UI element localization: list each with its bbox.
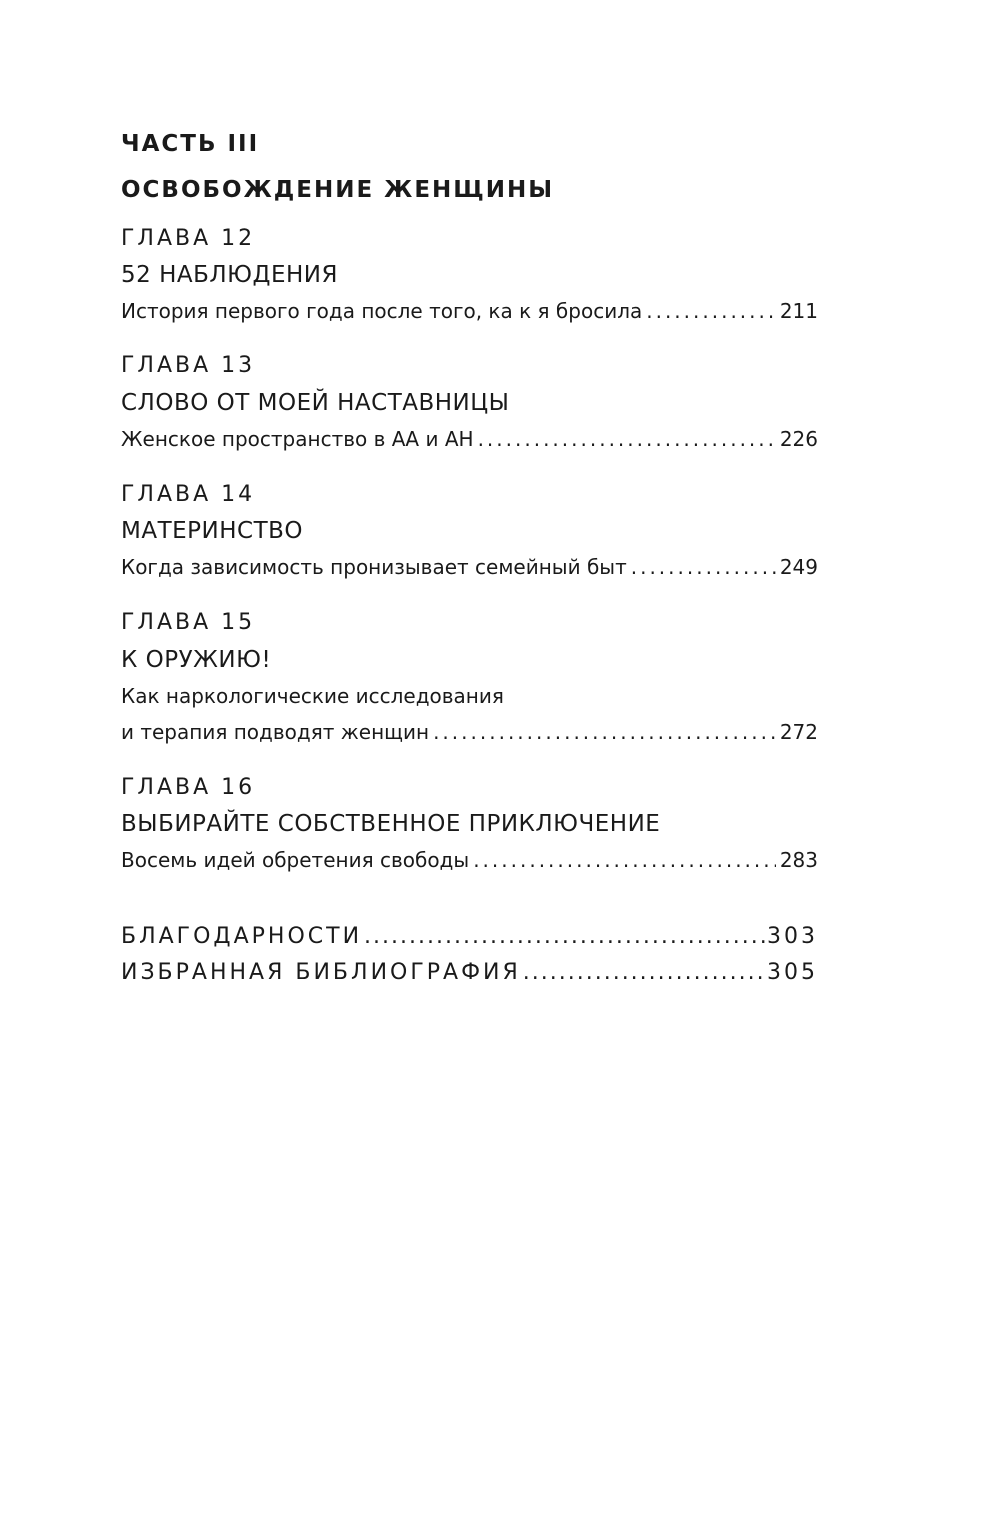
page-number: 211	[779, 299, 818, 323]
chapter-subtitle: Восемь идей обретения свободы	[121, 848, 470, 872]
leader-dots	[631, 555, 776, 579]
leader-dots	[478, 427, 776, 451]
chapter-label: ГЛАВА 13	[121, 353, 256, 378]
chapter-title: СЛОВО ОТ МОЕЙ НАСТАВНИЦЫ	[121, 390, 510, 416]
leader-dots	[523, 960, 765, 985]
chapter-subtitle: Когда зависимость пронизывает семейный быт	[121, 555, 627, 579]
chapter-subtitle: История первого года после того, ка к я бросила	[121, 299, 643, 323]
chapter-subtitle-line: Как наркологические исследования	[121, 684, 504, 708]
toc-entry-bibliography[interactable]	[121, 960, 818, 985]
toc-entry-acknowledgements[interactable]	[121, 924, 818, 949]
page-number: 226	[779, 427, 818, 451]
leader-dots	[433, 720, 776, 744]
toc-entry[interactable]	[121, 299, 818, 323]
chapter-subtitle: Женское пространство в АА и АН	[121, 427, 474, 451]
chapter-label: ГЛАВА 12	[121, 226, 256, 251]
toc-entry[interactable]	[121, 555, 818, 579]
toc-entry[interactable]	[121, 427, 818, 451]
chapter-title: 52 НАБЛЮДЕНИЯ	[121, 262, 338, 288]
page-number: 303	[767, 924, 818, 949]
chapter-label: ГЛАВА 15	[121, 610, 256, 635]
page-number: 305	[767, 960, 818, 985]
page-number: 272	[779, 720, 818, 744]
part-title: ОСВОБОЖДЕНИЕ ЖЕНЩИНЫ	[121, 177, 555, 203]
part-label: ЧАСТЬ III	[121, 131, 260, 157]
chapter-title: К ОРУЖИЮ!	[121, 647, 272, 673]
page-number: 249	[779, 555, 818, 579]
back-matter-label: ИЗБРАННАЯ БИБЛИОГРАФИЯ	[121, 960, 521, 985]
leader-dots	[473, 848, 776, 872]
chapter-label: ГЛАВА 16	[121, 775, 256, 800]
chapter-subtitle: и терапия подводят женщин	[121, 720, 430, 744]
page-number: 283	[779, 848, 818, 872]
leader-dots	[364, 924, 765, 949]
chapter-title: МАТЕРИНСТВО	[121, 518, 304, 544]
back-matter-label: БЛАГОДАРНОСТИ	[121, 924, 363, 949]
chapter-title: ВЫБИРАЙТЕ СОБСТВЕННОЕ ПРИКЛЮЧЕНИЕ	[121, 811, 661, 837]
toc-entry[interactable]	[121, 720, 818, 744]
chapter-label: ГЛАВА 14	[121, 482, 256, 507]
toc-entry[interactable]	[121, 848, 818, 872]
leader-dots	[646, 299, 776, 323]
